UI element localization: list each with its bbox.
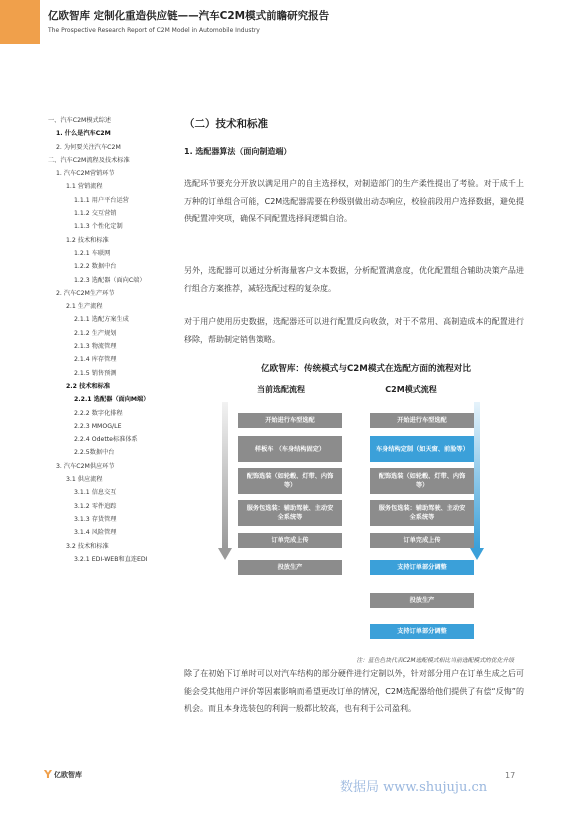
toc-item[interactable]: 3.1.1 信息交互 xyxy=(74,489,117,497)
logo-mark: Y xyxy=(44,768,52,781)
toc-item[interactable]: 2.1.4 库存管理 xyxy=(74,356,117,364)
section-title: （二）技术和标准 xyxy=(184,118,268,130)
toc-item[interactable]: 1.1.3 个性化定制 xyxy=(74,223,123,231)
toc-item[interactable]: 2. 汽车C2M生产环节 xyxy=(56,289,115,297)
toc-item[interactable]: 2.1 生产流程 xyxy=(66,303,103,311)
company-logo xyxy=(44,768,82,781)
toc-item[interactable]: 3.1.3 存货管理 xyxy=(74,515,117,523)
flowchart-note: 注：蓝色色块代表C2M选配模式相比当前选配模式的优化升级 xyxy=(356,658,514,664)
toc-item[interactable]: 3.2.1 EDI-WEB和直连EDI xyxy=(74,555,148,563)
toc-item[interactable]: 2.1.3 物流管理 xyxy=(74,343,117,351)
toc-item[interactable]: 1.1 营销流程 xyxy=(66,183,103,191)
c2m-process-step: 开始进行车型选配 xyxy=(370,413,474,428)
toc-item[interactable]: 1.2 技术和标准 xyxy=(66,236,109,244)
toc-item[interactable]: 2.1.1 选配方案生成 xyxy=(74,316,129,324)
toc-item[interactable]: 2.2.5数据中台 xyxy=(74,449,115,457)
flowchart-title: 亿欧智库：传统模式与C2M模式在选配方面的流程对比 xyxy=(261,364,471,374)
toc-item[interactable]: 1. 什么是汽车C2M xyxy=(56,130,111,138)
toc-item[interactable]: 1.1.1 用户平台运营 xyxy=(74,196,129,204)
toc-item[interactable]: 1.2.2 数据中台 xyxy=(74,263,117,271)
toc-item[interactable]: 3. 汽车C2M供应环节 xyxy=(56,462,115,470)
toc-item[interactable]: 一、汽车C2M模式综述 xyxy=(48,117,112,124)
toc-item[interactable]: 1.1.2 交互营销 xyxy=(74,210,117,218)
page-number: 17 xyxy=(505,771,516,780)
report-subtitle: The Prospective Research Report of C2M Model in Automobile Industry xyxy=(48,27,260,34)
toc-item[interactable]: 1.2.1 车联网 xyxy=(74,249,111,257)
header-accent-bar xyxy=(0,0,40,44)
paragraph-1: 选配环节要充分开放以满足用户的自主选择权，对制造部门的生产柔性提出了考验。对于成千上万种的订单组合可能，C2M选配器需要在秒级别做出动态响应，校验前段用户选择数据，避免提供配置冲突项，确保不同配置选择间逻辑自洽。 xyxy=(184,179,524,224)
toc-item[interactable]: 3.1 供应流程 xyxy=(66,476,103,484)
toc-item[interactable]: 3.1.4 风险管理 xyxy=(74,529,117,537)
paragraph-3: 对于用户使用历史数据，选配器还可以进行配置反向收敛，对于不常用、高制造成本的配置进行移除，帮助制定销售策略。 xyxy=(184,317,524,344)
toc-item[interactable]: 3.1.2 零件追踪 xyxy=(74,502,117,510)
current-process-step: 订单完成上传 xyxy=(238,533,342,548)
paragraph-4: 除了在初始下订单时可以对汽车结构的部分硬件进行定制以外，针对部分用户在订单生成之后可能会受其他用户评价等因素影响而希望更改订单的情况，C2M选配器给他们提供了有偿“反悔”的机会。而且本身选装包的利润一般都比较高，也有利于公司盈利。 xyxy=(184,669,524,714)
c2m-process-step: 支持订单部分调整 xyxy=(370,624,474,639)
toc-item[interactable]: 1. 汽车C2M营销环节 xyxy=(56,170,115,178)
current-process-step: 开始进行车型选配 xyxy=(238,413,342,428)
current-process-step: 配饰选装（如轮毂、灯带、内饰等） xyxy=(238,468,342,494)
toc-item[interactable]: 2.2 技术和标准 xyxy=(66,382,111,390)
watermark: 数据局 www.shujuju.cn xyxy=(340,780,488,795)
toc-item[interactable]: 2.2.2 数字化排程 xyxy=(74,409,123,417)
paragraph-2: 另外，选配器可以通过分析海量客户文本数据，分析配置满意度，优化配置组合辅助决策产品进行组合方案推荐，减轻选配过程的复杂度。 xyxy=(184,266,524,293)
c2m-process-step: 服务包选装：辅助驾驶、主动安全系统等 xyxy=(370,500,474,526)
subsection-title: 1. 选配器算法（面向制造端） xyxy=(184,147,292,156)
c2m-process-step: 投放生产 xyxy=(370,593,474,608)
toc-item[interactable]: 2.2.3 MMOG/LE xyxy=(74,422,122,430)
current-process-header: 当前选配流程 xyxy=(257,385,305,394)
toc-item[interactable]: 2.1.5 销售预测 xyxy=(74,369,117,377)
toc-item[interactable]: 3.2 技术和标准 xyxy=(66,542,109,550)
toc-item[interactable]: 2. 为何要关注汽车C2M xyxy=(56,143,121,151)
logo-text: 亿欧智库 xyxy=(53,770,82,779)
current-process-step: 投放生产 xyxy=(238,560,342,575)
c2m-process-step: 配饰选装（如轮毂、灯带、内饰等） xyxy=(370,468,474,494)
current-process-step: 服务包选装：辅助驾驶、主动安全系统等 xyxy=(238,500,342,526)
c2m-process-step: 支持订单部分调整 xyxy=(370,560,474,575)
toc-item[interactable]: 2.2.4 Odette标准体系 xyxy=(74,436,138,444)
table-of-contents xyxy=(48,114,172,566)
report-title: 亿欧智库 定制化重造供应链——汽车C2M模式前瞻研究报告 xyxy=(48,10,330,22)
toc-item[interactable]: 1.2.3 选配器（面向C端） xyxy=(74,276,146,284)
toc-item[interactable]: 2.1.2 生产规划 xyxy=(74,329,117,337)
current-process-arrow xyxy=(218,402,232,562)
c2m-process-step: 车身结构定制（如天窗、前脸等） xyxy=(370,436,474,462)
c2m-process-step: 订单完成上传 xyxy=(370,533,474,548)
current-process-step: 样板车 （车身结构固定） xyxy=(238,436,342,462)
toc-item[interactable]: 2.2.1 选配器（面向M端） xyxy=(74,396,150,404)
c2m-process-header: C2M模式流程 xyxy=(385,385,437,394)
toc-item[interactable]: 二、汽车C2M流程及技术标准 xyxy=(48,156,130,164)
